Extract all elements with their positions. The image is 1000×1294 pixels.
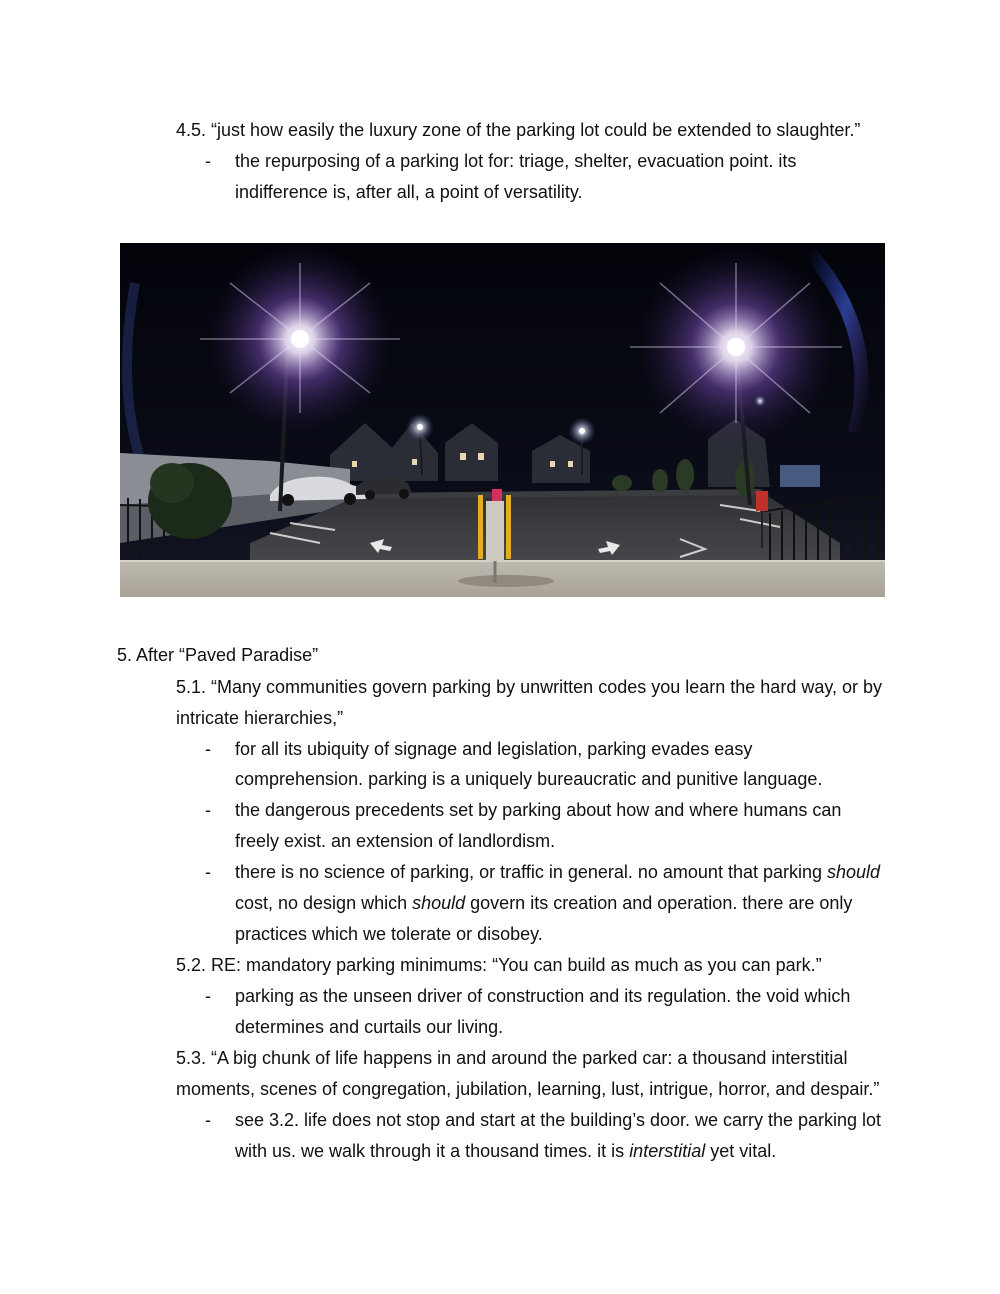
section-5-1-line-1: 5.1. “Many communities govern parking by unwritten codes you learn the hard way, or by — [176, 677, 883, 697]
section-5-3-line-1: 5.3. “A big chunk of life happens in and around the parked car: a thousand interstitial — [176, 1048, 848, 1068]
bullet-dash: - — [205, 862, 211, 882]
section-4-5-heading: 4.5. “just how easily the luxury zone of the parking lot could be extended to slaughter.” — [176, 120, 861, 140]
bullet-5-1-3-line-1 — [235, 860, 880, 884]
text-run: yet vital. — [705, 1141, 777, 1161]
emphasis-should: should — [827, 862, 881, 882]
text-run: there is no science of parking, or traffic in general. no amount that parking — [235, 862, 828, 882]
bullet-5-1-2-line-2: freely exist. an extension of landlordism. — [235, 831, 556, 851]
emphasis-should: should — [412, 893, 466, 913]
bullet-5-1-3-line-2 — [235, 891, 852, 915]
text-run: cost, no design which — [235, 893, 413, 913]
bullet-5-1-1-line-1: for all its ubiquity of signage and legislation, parking evades easy — [235, 739, 753, 759]
text-run: with us. we walk through it a thousand times. it is — [235, 1141, 630, 1161]
bullet-dash: - — [205, 739, 211, 759]
bullet-4-5-1-line-1: the repurposing of a parking lot for: triage, shelter, evacuation point. its — [235, 151, 797, 171]
emphasis-interstitial: interstitial — [629, 1141, 706, 1161]
section-5-1-line-2: intricate hierarchies,” — [176, 708, 344, 728]
bullet-5-3-1-line-2 — [235, 1139, 776, 1163]
text-run: govern its creation and operation. there are only — [465, 893, 853, 913]
bullet-5-3-1-line-1: see 3.2. life does not stop and start at the building’s door. we carry the parking lot — [235, 1110, 882, 1130]
bullet-dash: - — [205, 800, 211, 820]
bullet-dash: - — [205, 151, 211, 171]
section-5-heading: 5. After “Paved Paradise” — [117, 645, 319, 665]
section-5-2-line-1: 5.2. RE: mandatory parking minimums: “You can build as much as you can park.” — [176, 955, 822, 975]
bullet-dash: - — [205, 986, 211, 1006]
bullet-5-1-1-line-2: comprehension. parking is a uniquely bureaucratic and punitive language. — [235, 769, 823, 789]
bullet-dash: - — [205, 1110, 211, 1130]
bullet-5-2-1-line-1: parking as the unseen driver of construction and its regulation. the void which — [235, 986, 851, 1006]
bullet-5-2-1-line-2: determines and curtails our living. — [235, 1017, 504, 1037]
bullet-5-1-3-line-3: practices which we tolerate or disobey. — [235, 924, 543, 944]
bullet-5-1-2-line-1: the dangerous precedents set by parking about how and where humans can — [235, 800, 842, 820]
parking-lot-photo — [120, 243, 885, 597]
section-5-3-line-2: moments, scenes of congregation, jubilation, learning, lust, intrigue, horror, and despair.” — [176, 1079, 880, 1099]
bullet-4-5-1-line-2: indifference is, after all, a point of versatility. — [235, 182, 583, 202]
